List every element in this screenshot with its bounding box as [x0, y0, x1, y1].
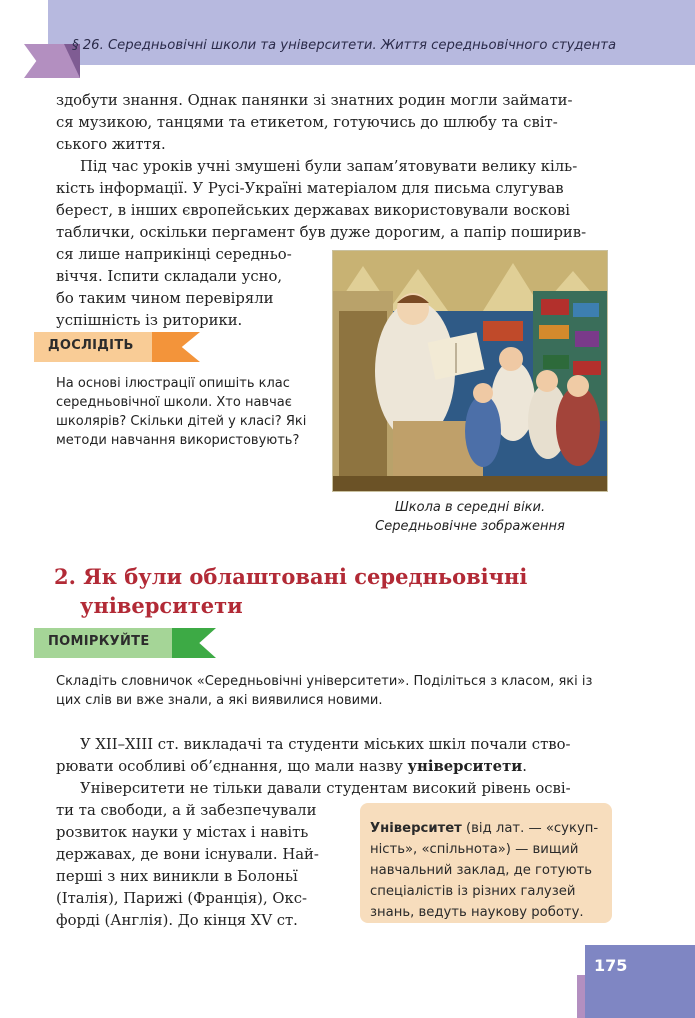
text-line: (Італія), Парижі (Франція), Окс-	[56, 890, 308, 907]
explore-banner	[34, 332, 200, 362]
text-line: ти та свободи, а й забезпечували	[56, 802, 317, 819]
definition-line: навчальний заклад, де готують	[370, 863, 593, 878]
explore-label: ДОСЛІДІТЬ	[48, 338, 134, 353]
text-line: віччя. Іспити складали усно,	[56, 268, 283, 285]
think-banner	[34, 628, 216, 658]
text-line: ся музикою, танцями та етикетом, готуючись до шлюбу та світ-	[56, 114, 558, 131]
definition-term: Університет	[370, 821, 462, 836]
think-banner-flag	[172, 628, 216, 658]
text-line: бо таким чином перевіряли	[56, 290, 274, 307]
medieval-school-illustration	[332, 250, 608, 492]
text-line: здобути знання. Однак панянки зі знатних родин могли займати-	[56, 92, 573, 109]
text-line	[56, 756, 612, 778]
universities-paragraph	[56, 734, 612, 778]
chapter-header: § 26. Середньовічні школи та університети. Життя середньовічного студента	[72, 38, 617, 53]
definition-box	[360, 803, 612, 923]
text-line: ся лише наприкінці середньо-	[56, 246, 292, 263]
definition-line: знань, ведуть наукову роботу.	[370, 905, 584, 920]
text-line: перші з них виникли в Болоньї	[56, 868, 298, 885]
section-title-line2: університети	[80, 593, 243, 618]
definition-line: спеціалістів із різних галузей	[370, 884, 576, 899]
illustration-caption	[330, 498, 610, 536]
text-line: розвиток науки у містах і навіть	[56, 824, 309, 841]
explore-text	[56, 374, 318, 450]
text-line: державах, де вони існували. Най-	[56, 846, 319, 863]
think-text	[56, 672, 616, 710]
text-line: На основі ілюстрації опишіть клас	[56, 376, 290, 391]
section-title-text: Як були облаштовані середньовічні	[83, 564, 528, 589]
section-number: 2.	[54, 564, 76, 589]
text-line: цих слів ви вже знали, а які виявилися новими.	[56, 693, 383, 708]
text-line: Університети не тільки давали студентам високий рівень осві-	[80, 780, 571, 797]
header-band	[48, 0, 695, 65]
text-line: школярів? Скільки дітей у класі? Які	[56, 414, 307, 429]
page-number: 175	[594, 956, 628, 975]
text-line: ського життя.	[56, 136, 166, 153]
section-title	[54, 562, 527, 620]
think-label: ПОМІРКУЙТЕ	[48, 634, 150, 649]
text-segment: .	[522, 758, 527, 775]
term-universities: університети	[407, 758, 523, 775]
definition-line: ність», «спільнота») — вищий	[370, 842, 579, 857]
illustration-svg	[333, 251, 607, 491]
text-segment: (від лат. — «сукуп-	[461, 821, 599, 836]
text-line: берест, в інших європейських державах використовували воскові	[56, 202, 570, 219]
text-line: успішність із риторики.	[56, 312, 243, 329]
definition-text	[370, 818, 602, 923]
top-paragraph	[56, 90, 612, 156]
text-line: форді (Англія). До кінця XV ст.	[56, 912, 298, 929]
text-line: Під час уроків учні змушені були запам’ятовувати велику кіль-	[80, 158, 578, 175]
text-line: У XII–XIII ст. викладачі та студенти міських шкіл почали ство-	[80, 736, 571, 753]
text-line: кість інформації. У Русі-Україні матеріалом для письма слугував	[56, 180, 564, 197]
caption-line: Середньовічне зображення	[375, 519, 565, 534]
explore-banner-flag	[152, 332, 200, 362]
text-line: методи навчання використовують?	[56, 433, 300, 448]
section-title-line1	[54, 562, 527, 591]
text-line: середньовічної школи. Хто навчає	[56, 395, 292, 410]
text-segment: рювати особливі об’єднання, що мали назву	[56, 758, 408, 775]
caption-line: Школа в середні віки.	[394, 500, 546, 515]
text-line: таблички, оскільки пергамент був дуже дорогим, а папір поширив-	[56, 224, 587, 241]
text-line: Складіть словничок «Середньовічні університети». Поділіться з класом, які із	[56, 674, 593, 689]
definition-line	[370, 818, 602, 839]
